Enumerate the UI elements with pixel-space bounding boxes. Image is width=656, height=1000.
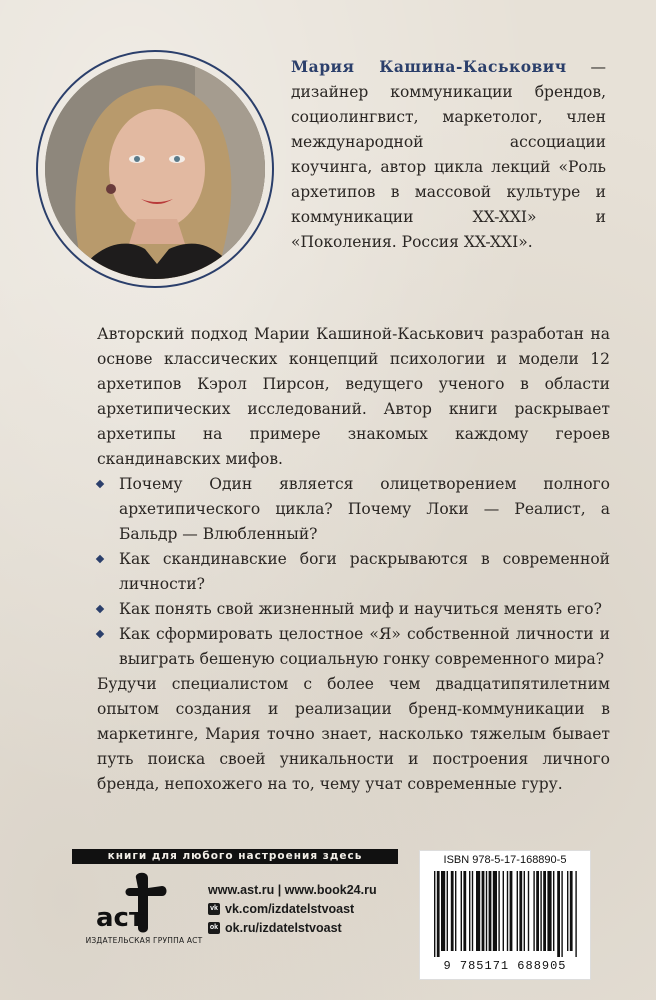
list-item: Как понять свой жизненный миф и научиться менять его? [97, 597, 610, 622]
diamond-bullet-icon [96, 605, 104, 613]
publisher-links [208, 880, 377, 937]
barcode-panel [419, 850, 591, 980]
barcode-number: 9 785171 688905 [443, 959, 567, 973]
diamond-bullet-icon [96, 480, 104, 488]
book-description [97, 322, 610, 797]
outro-paragraph: Будучи специалистом с более чем двадцатипятилетним опытом создания и реализации бренд-коммуникации в маркетинге, Мария точно знает, насколько тяжелым бывает путь поиска своей уникальности и построения личного бренда, непохожего на то, чему учат современные гуру. [97, 675, 610, 793]
tagline-strip: книги для любого настроения здесь [72, 849, 398, 864]
list-item: Как сформировать целостное «Я» собственной личности и выиграть бешеную социальную гонку современного мира? [97, 622, 610, 672]
question-list [97, 472, 610, 672]
vk-icon: vk [208, 903, 220, 915]
logo-text: аст [96, 903, 145, 933]
author-description: — дизайнер коммуникации брендов, социолингвист, маркетолог, член международной ассоциации коучинга, автор цикла лекций «Роль архетипов в массовой культуре и коммуникации XX-XXI» и «Поколения. Россия XX-XXI». [291, 58, 606, 251]
diamond-bullet-icon [96, 630, 104, 638]
intro-paragraph: Авторский подход Марии Кашиной-Каськович разработан на основе классических концепций психологии и модели 12 архетипов Кэрол Пирсон, ведущего ученого в области архетипических исследований. Автор книги раскрывает архетипы на примере знакомых каждому героев скандинавских мифов. [97, 325, 610, 468]
isbn-label: ISBN 978-5-17-168890-5 [443, 854, 567, 866]
diamond-bullet-icon [96, 555, 104, 563]
author-name: Мария Кашина-Каськович [291, 57, 567, 76]
author-bio [291, 54, 606, 255]
author-portrait [45, 59, 265, 279]
vk-row [208, 899, 377, 918]
vk-link[interactable]: vk.com/izdatelstvoast [225, 901, 355, 916]
barcode [428, 871, 584, 957]
ast-logo [90, 870, 180, 940]
author-portrait-frame [36, 50, 274, 288]
list-item: Как скандинавские боги раскрываются в современной личности? [97, 547, 610, 597]
ok-icon: ok [208, 922, 220, 934]
ok-row [208, 918, 377, 937]
publisher-name: ИЗДАТЕЛЬСКАЯ ГРУППА АСТ [85, 936, 203, 945]
websites-link[interactable]: www.ast.ru | www.book24.ru [208, 882, 377, 897]
ok-link[interactable]: ok.ru/izdatelstvoast [225, 920, 342, 935]
list-item: Почему Один является олицетворением полного архетипического цикла? Почему Локи — Реалист, а Бальдр — Влюбленный? [97, 472, 610, 547]
websites-row [208, 880, 377, 899]
